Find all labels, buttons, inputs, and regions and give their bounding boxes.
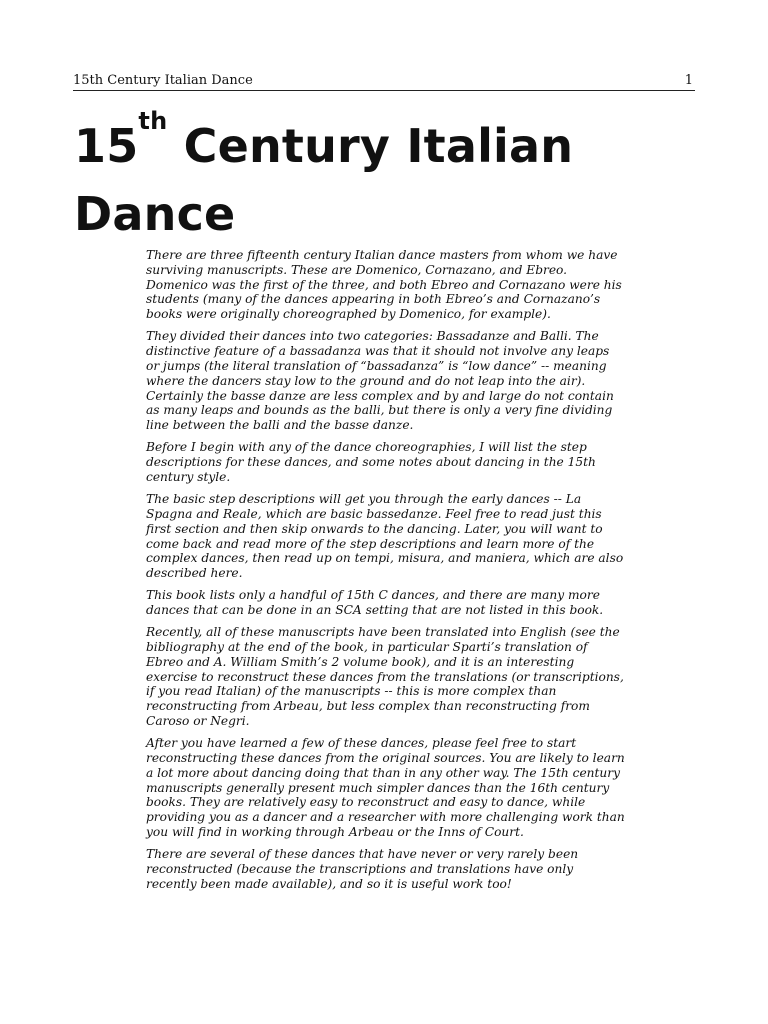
body-text [146, 248, 626, 899]
paragraph-translations: Recently, all of these manuscripts have been translated into English (see the bibliography at the end of the book, in particular Sparti’s translation of Ebreo and A. William Smith’s 2 volume book), and it is an interesting exercise to reconstruct these dances from the translations (or transcriptions, if you read Italian) of the manuscripts -- this is more complex than reconstructing from Arbeau, but less complex than reconstructing from Caroso or Negri. [146, 625, 624, 729]
paragraph-categories: They divided their dances into two categories: Bassadanze and Balli. The distinctive feature of a bassadanza was that it should not involve any leaps or jumps (the literal translation of “bassadanza” is “low dance” -- meaning where the dancers stay low to the ground and do not leap into the air). Certainly the basse danze are less complex and by and large do not contain as many leaps and bounds as the balli, but there is only a very fine dividing line between the balli and the basse danze. [146, 329, 614, 433]
title-number: 15 [74, 119, 139, 173]
page-title [74, 107, 694, 248]
paragraph-basic-steps: The basic step descriptions will get you through the early dances -- La Spagna and Reale, which are basic bassedanze. Feel free to read just this first section and then skip onwards to the dancing. Later, you will want to come back and read more of the step descriptions and learn more of the complex dances, then read up on tempi, misura, and maniera, which are also described here. [146, 492, 624, 581]
running-header [73, 72, 695, 91]
paragraph-scope: This book lists only a handful of 15th C dances, and there are many more dances that can be done in an SCA setting that are not listed in this book. [146, 588, 604, 618]
running-title: 15th Century Italian Dance [73, 73, 253, 88]
paragraph-reconstructing: After you have learned a few of these dances, please feel free to start reconstructing these dances from the original sources. You are likely to learn a lot more about dancing doing that than in any other way. The 15th century manuscripts generally present much simpler dances than the 16th century books. They are relatively easy to reconstruct and easy to dance, while providing you as a dancer and a researcher with more challenging work than you will find in working through Arbeau or the Inns of Court. [146, 736, 625, 840]
paragraph-step-list: Before I begin with any of the dance choreographies, I will list the step descriptions for these dances, and some notes about dancing in the 15th century style. [146, 440, 596, 484]
title-text: Century Italian Dance [74, 119, 574, 241]
paragraph-useful-work: There are several of these dances that have never or very rarely been reconstructed (because the transcriptions and translations have only recently been made available), and so it is useful work too! [146, 847, 579, 891]
page-number: 1 [684, 73, 693, 88]
paragraph-intro: There are three fifteenth century Italian dance masters from whom we have surviving manuscripts. These are Domenico, Cornazano, and Ebreo. Domenico was the first of the three, and both Ebreo and Cornazano were his students (many of the dances appearing in both Ebreo’s and Cornazano’s books were originally choreographed by Domenico, for example). [146, 248, 622, 322]
title-superscript: th [138, 107, 168, 135]
